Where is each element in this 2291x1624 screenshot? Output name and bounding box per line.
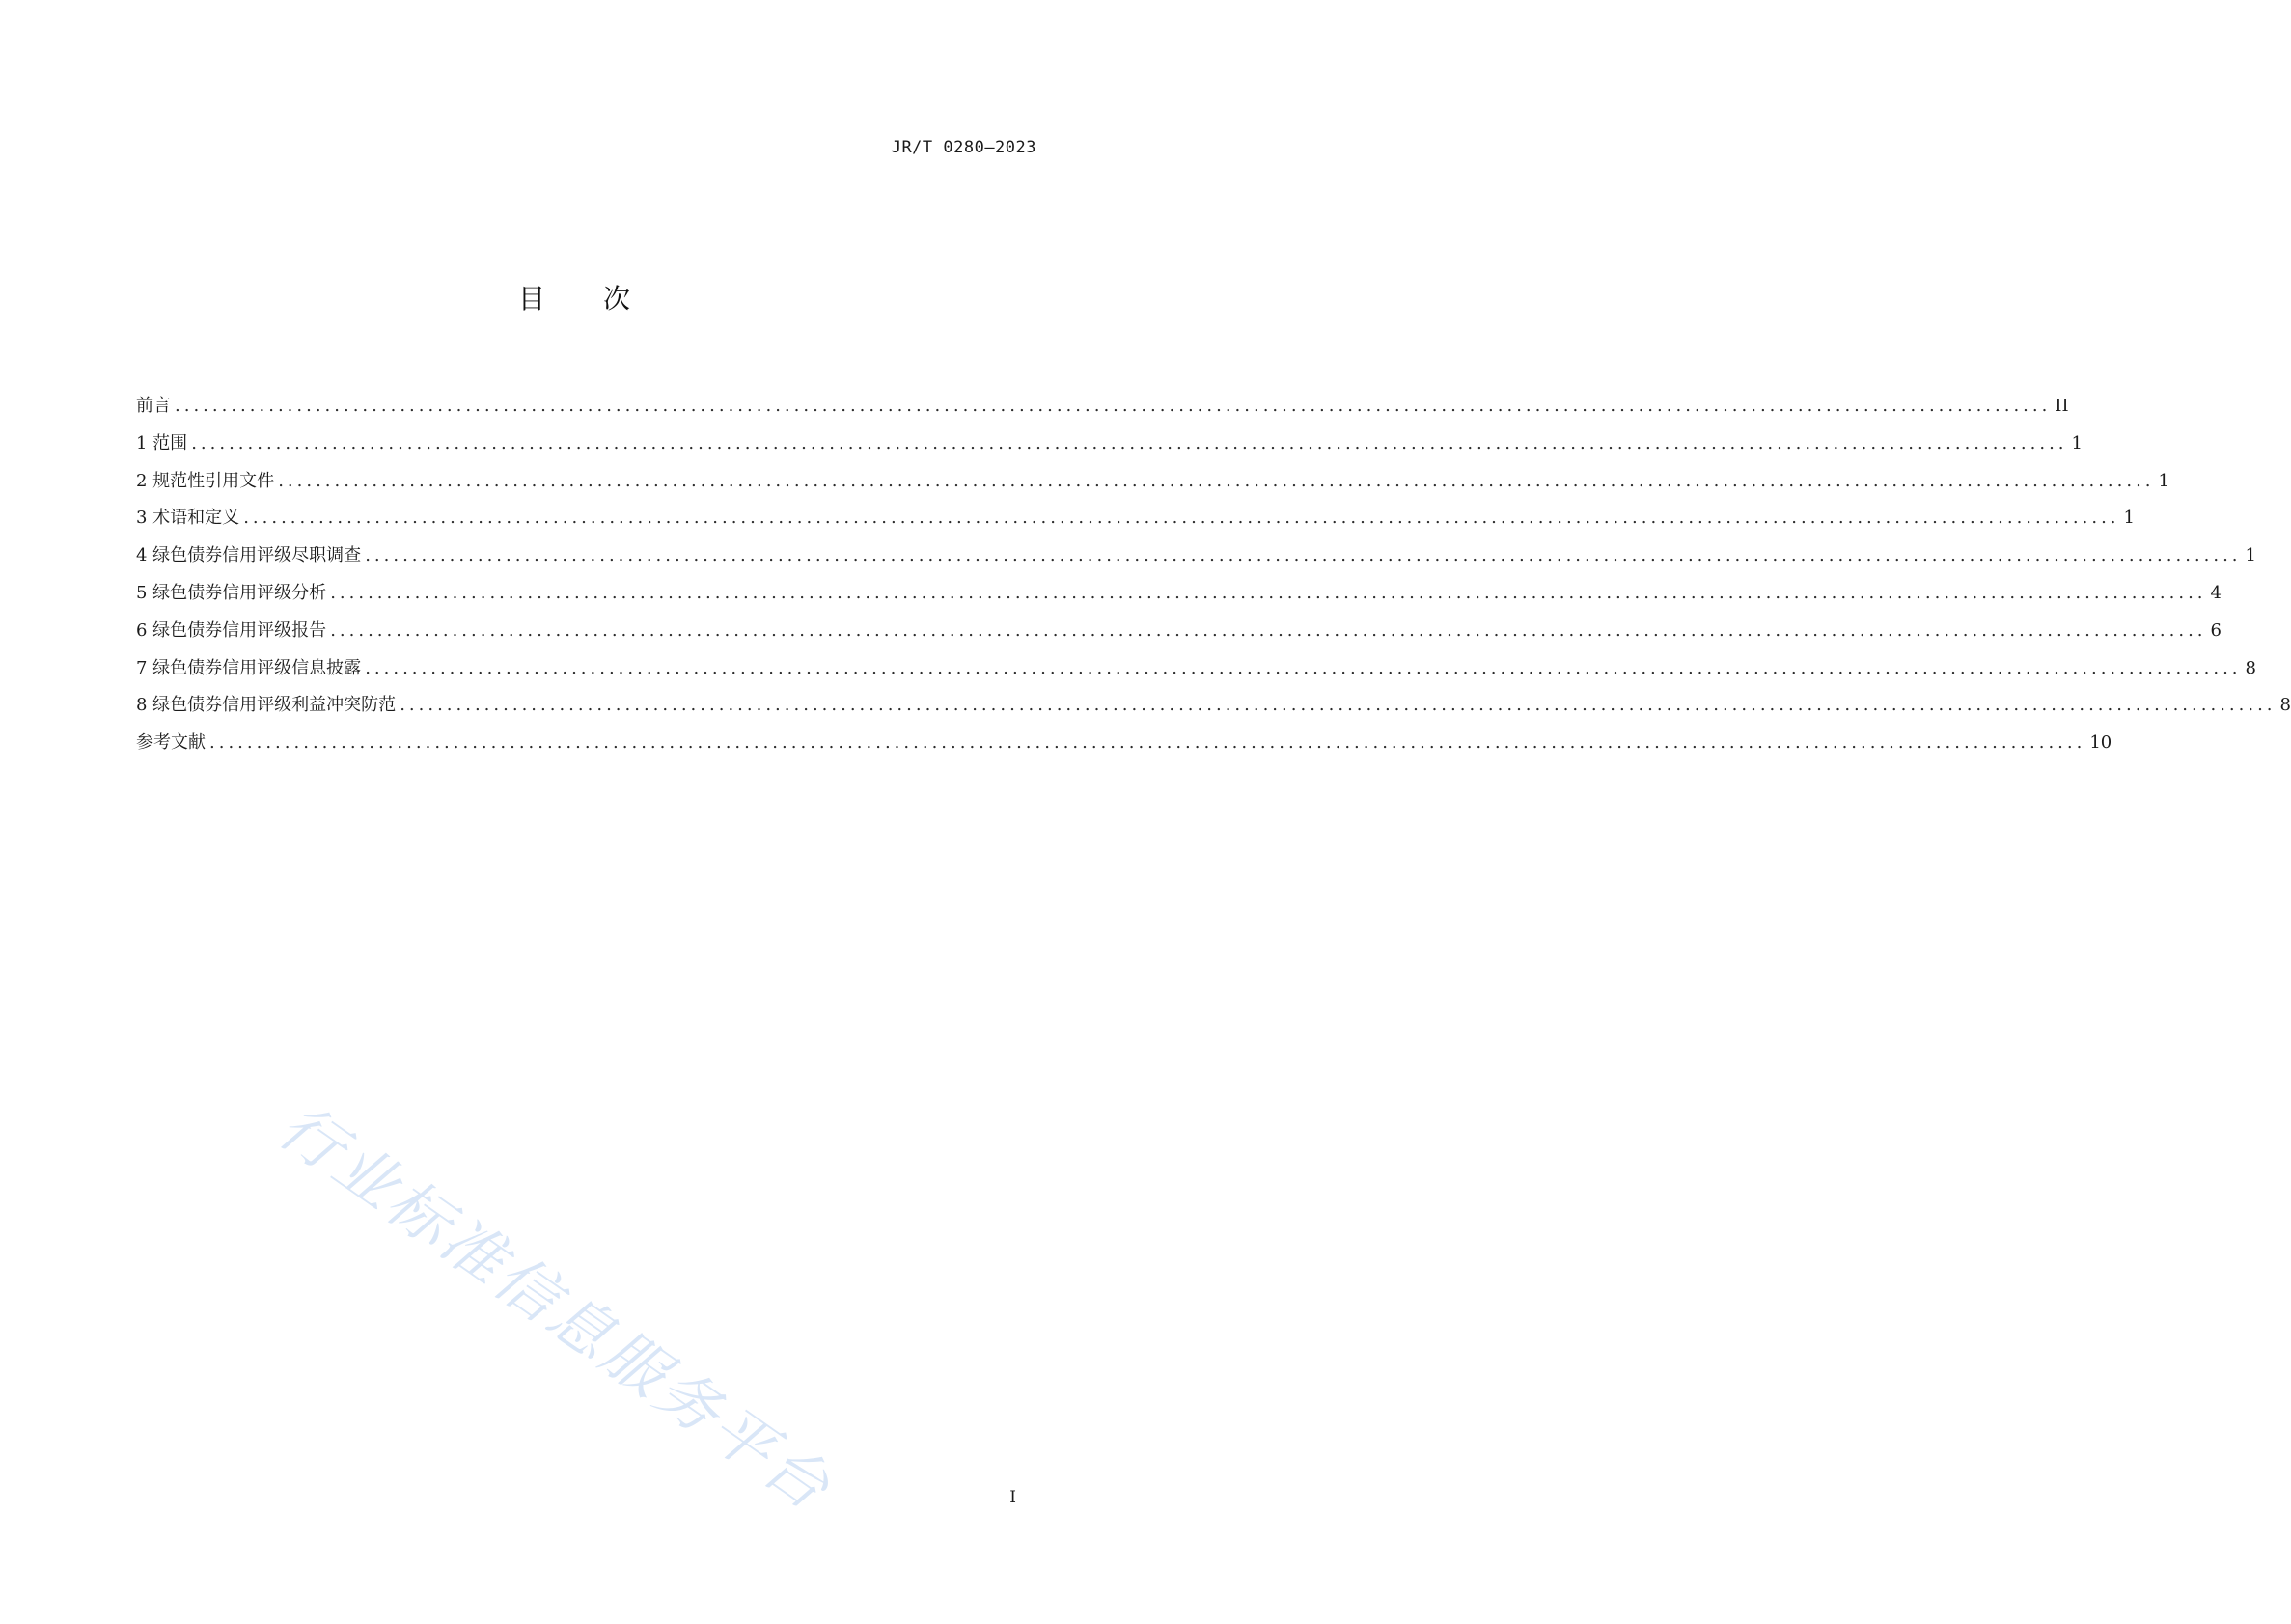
toc-entry-page: 8 [2279,695,2291,716]
watermark: 行业标准信息服务平台 [265,1090,844,1527]
toc-entry-label: 参考文献 [136,732,206,754]
toc-entry-rating-report[interactable] [136,619,2222,658]
dot-leader: ........................................................................................................................................................................................................ [365,657,2242,678]
toc-entry-page: 1 [2071,432,2083,454]
toc-entry-terms-definitions[interactable] [136,508,2135,545]
standard-code: JR/T 0280—2023 [891,138,1036,157]
toc-entry-foreword[interactable] [136,396,2069,433]
toc-entry-label: 7 绿色债券信用评级信息披露 [136,657,362,678]
toc-entry-page: 6 [2210,619,2222,641]
toc-entry-page: 8 [2245,657,2256,678]
toc-entry-label: 6 绿色债券信用评级报告 [136,619,327,641]
toc-entry-label: 5 绿色债券信用评级分析 [136,582,327,603]
dot-leader: ........................................................................................................................................................................................................ [191,432,2068,454]
dot-leader: ........................................................................................................................................................................................................ [330,582,2207,603]
page-number: I [1009,1488,1016,1507]
dot-leader: ........................................................................................................................................................................................................ [365,545,2242,566]
toc-entry-label: 3 术语和定义 [136,508,240,529]
dot-leader: ........................................................................................................................................................................................................ [175,396,2052,416]
dot-leader: ........................................................................................................................................................................................................ [400,695,2277,716]
dot-leader: ........................................................................................................................................................................................................ [243,508,2120,529]
toc-entry-page: 1 [2158,470,2169,491]
dot-leader: ........................................................................................................................................................................................................ [330,619,2207,641]
toc-entry-page: 10 [2089,732,2112,754]
dot-leader: ........................................................................................................................................................................................................ [209,732,2086,754]
toc-entry-conflict-of-interest[interactable] [136,695,2291,732]
toc-entry-label: 8 绿色债券信用评级利益冲突防范 [136,695,397,716]
toc-entry-rating-analysis[interactable] [136,582,2222,620]
dot-leader: ........................................................................................................................................................................................................ [278,470,2155,491]
toc-entry-label: 4 绿色债券信用评级尽职调查 [136,545,362,566]
toc-entry-label: 前言 [136,396,171,416]
toc-entry-normative-references[interactable] [136,470,2169,509]
toc-entry-label: 2 规范性引用文件 [136,470,275,491]
toc-entry-page: 4 [2210,582,2222,603]
toc-title: 目次 [517,283,688,315]
toc-list [136,396,2291,770]
toc-entry-due-diligence[interactable] [136,545,2256,583]
toc-entry-information-disclosure[interactable] [136,657,2256,696]
toc-entry-page: 1 [2123,508,2135,529]
toc-entry-bibliography[interactable] [136,732,2112,770]
toc-entry-page: 1 [2245,545,2256,566]
toc-entry-page: II [2055,396,2069,416]
toc-entry-label: 1 范围 [136,432,188,454]
toc-entry-scope[interactable] [136,432,2083,471]
